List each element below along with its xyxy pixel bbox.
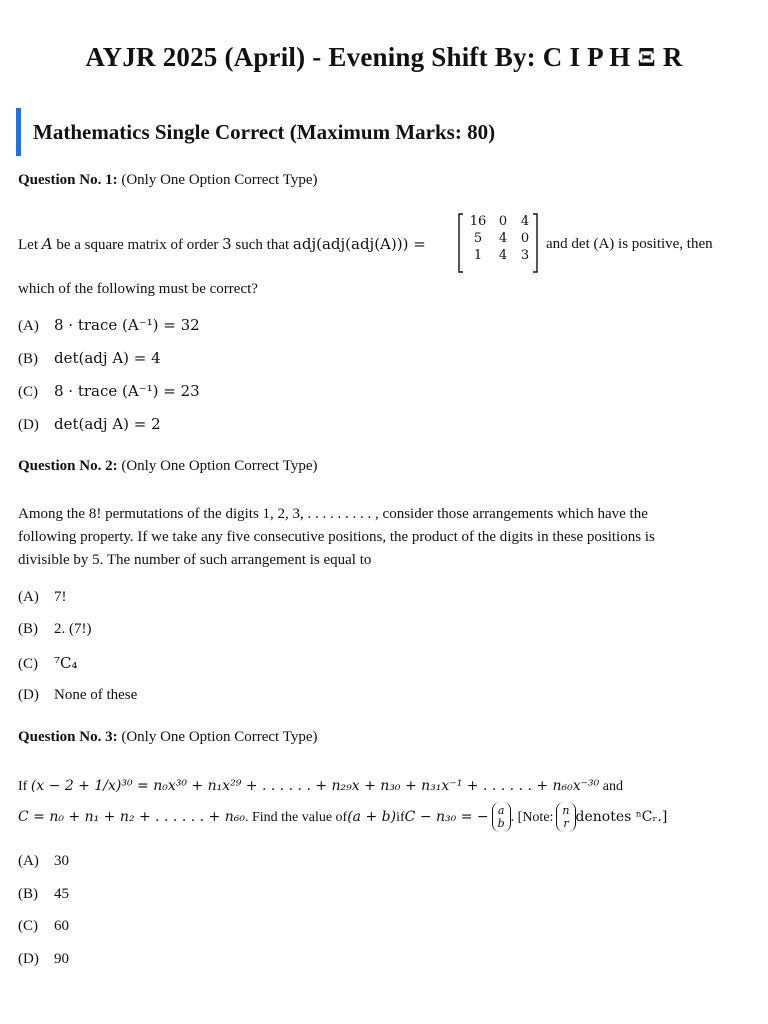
matrix-cell: 5 — [473, 231, 483, 246]
question-3-option-d[interactable] — [18, 951, 69, 968]
q3-text: . Find the value of — [244, 809, 348, 825]
option-text: 8 · trace (A⁻¹) = 23 — [54, 382, 200, 400]
matrix-cell: 0 — [520, 231, 530, 246]
option-label: (C) — [18, 384, 38, 400]
matrix-cell: 4 — [498, 248, 508, 263]
binom-top: a — [497, 804, 505, 817]
q3-text: If — [18, 779, 31, 794]
option-label: (B) — [18, 886, 38, 902]
option-label: (A) — [18, 589, 39, 605]
q1-order: 3 — [222, 235, 232, 253]
binomial-a-b — [492, 802, 511, 832]
question-1-type: (Only One Option Correct Type) — [117, 172, 318, 188]
q1-expression: adj(adj(adj(A))) = — [292, 235, 426, 253]
question-2-option-c[interactable] — [18, 654, 78, 673]
option-text: det(adj A) = 2 — [54, 415, 161, 433]
binom-bottom: r — [563, 817, 569, 830]
q3-note: . [Note: — [510, 809, 554, 825]
question-2-option-b[interactable] — [18, 621, 92, 638]
question-3-option-c[interactable] — [18, 918, 69, 935]
question-2-header — [18, 458, 317, 475]
matrix-cell: 0 — [498, 214, 508, 229]
option-text: 8 · trace (A⁻¹) = 32 — [54, 316, 200, 334]
matrix-cell: 16 — [469, 214, 487, 229]
binomial-n-r — [556, 802, 575, 832]
question-3-stem-line2 — [18, 797, 667, 837]
question-2-stem — [18, 503, 758, 572]
question-1-option-c[interactable] — [18, 382, 200, 401]
question-1-option-a[interactable] — [18, 316, 200, 335]
page-title: AYJR 2025 (April) - Evening Shift By: C I P H Ξ R — [85, 42, 683, 72]
option-label: (D) — [18, 951, 39, 967]
question-1-stem-line2: which of the following must be correct? — [18, 281, 258, 297]
option-text: None of these — [54, 687, 138, 703]
question-1-stem-cont: and det (A) is positive, then — [546, 236, 713, 252]
question-3-header — [18, 729, 317, 746]
q3-expression: (x − 2 + 1/x)³⁰ = n₀x³⁰ + n₁x²⁹ + . . . . . . + n₂₉x + n₃₀ + n₃₁x⁻¹ + . . . . . . + n₆₀x⁻³⁰ — [30, 778, 600, 794]
option-text: 30 — [54, 853, 69, 869]
option-label: (A) — [18, 318, 39, 334]
q3-text: and — [599, 779, 623, 794]
question-3-option-a[interactable] — [18, 853, 69, 870]
option-text: ⁷C₄ — [54, 654, 78, 672]
question-1-label: Question No. 1: — [18, 172, 118, 188]
q3-expression: (a + b) — [347, 808, 397, 825]
option-label: (A) — [18, 853, 39, 869]
option-text: det(adj A) = 4 — [54, 349, 161, 367]
q1-text: such that — [231, 237, 293, 253]
section-header — [16, 108, 495, 156]
matrix-cell: 4 — [498, 231, 508, 246]
question-1-header — [18, 172, 317, 189]
question-1-option-d[interactable] — [18, 415, 161, 434]
question-3-option-b[interactable] — [18, 886, 69, 903]
question-2-type: (Only One Option Correct Type) — [117, 458, 318, 474]
q2-line: Among the 8! permutations of the digits 1, 2, 3, . . . . . . . . . , consider those arrangements which have the — [18, 506, 648, 522]
binom-top: n — [562, 804, 570, 817]
question-3-stem-line1 — [18, 775, 623, 798]
option-text: 2. (7!) — [54, 621, 92, 637]
question-2-option-d[interactable] — [18, 687, 137, 704]
question-3-type: (Only One Option Correct Type) — [117, 729, 318, 745]
option-label: (B) — [18, 621, 38, 637]
option-text: 90 — [54, 951, 69, 967]
option-label: (B) — [18, 351, 38, 367]
question-1-matrix — [456, 212, 540, 274]
q1-var: A — [41, 235, 53, 253]
q1-text: be a square matrix of order — [52, 237, 223, 253]
matrix-cell: 3 — [520, 248, 530, 263]
matrix-cell: 1 — [473, 248, 483, 263]
q2-line: divisible by 5. The number of such arrangement is equal to — [18, 552, 372, 568]
option-label: (C) — [18, 918, 38, 934]
question-3-label: Question No. 3: — [18, 729, 118, 745]
question-2-label: Question No. 2: — [18, 458, 118, 474]
q3-text: if — [396, 809, 405, 825]
binom-bottom: b — [497, 817, 505, 830]
matrix-cell: 4 — [520, 214, 530, 229]
question-2-option-a[interactable] — [18, 589, 67, 606]
q3-expression: C − n₃₀ = − — [404, 808, 489, 825]
section-title: Mathematics Single Correct (Maximum Marks: 80) — [33, 119, 496, 144]
q3-expression: C = n₀ + n₁ + n₂ + . . . . . . + n₆₀ — [18, 808, 245, 825]
q3-note: denotes ⁿCᵣ.] — [575, 808, 668, 825]
option-label: (D) — [18, 417, 39, 433]
q1-text: Let — [18, 237, 42, 253]
q2-line: following property. If we take any five consecutive positions, the product of the digits in these positions is — [18, 529, 655, 545]
option-label: (D) — [18, 687, 39, 703]
question-1-stem — [18, 233, 426, 257]
option-text: 45 — [54, 886, 69, 902]
question-1-option-b[interactable] — [18, 349, 161, 368]
option-label: (C) — [18, 656, 38, 672]
option-text: 7! — [54, 589, 67, 605]
option-text: 60 — [54, 918, 69, 934]
